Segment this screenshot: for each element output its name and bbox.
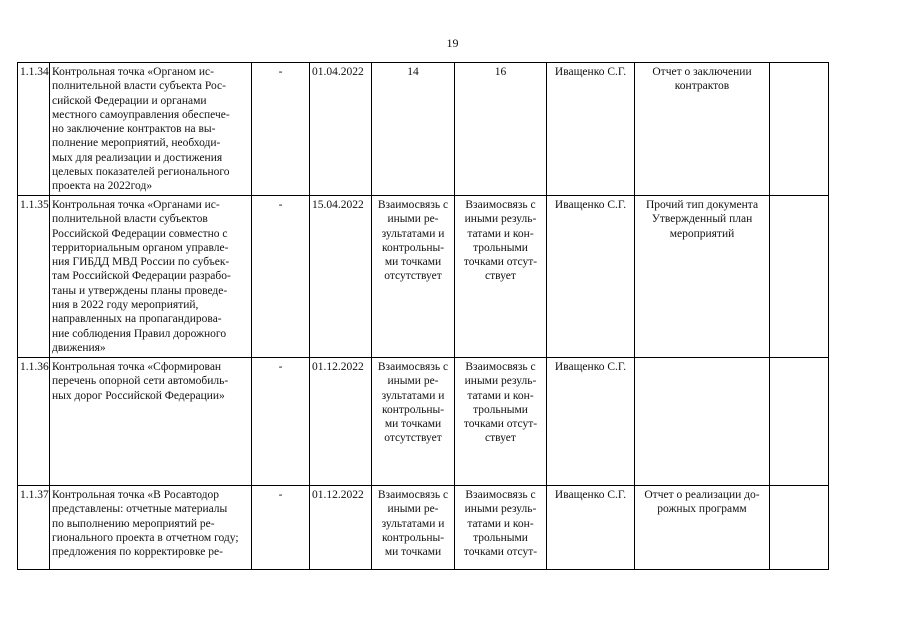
successor-cell: Взаимосвязь с иными резуль- татами и кон- трольными точками отсут- ствует (455, 358, 547, 486)
start-date-cell: - (252, 358, 310, 486)
responsible-cell: Иващенко С.Г. (547, 486, 635, 570)
end-date-cell: 01.04.2022 (310, 63, 372, 196)
control-point-name: Контрольная точка «Органами ис- полнительной власти субъектов Российской Федерации совместно с территориальным органом управле- ния ГИБДД МВД России по субъек- там Российской Федерации разрабо- таны и утверждены планы проведе- ния в 2022 году мероприятий, направленных на пропагандирова- ние соблюдения Правил дорожного движения» (50, 196, 252, 358)
extra-cell (770, 63, 829, 196)
control-point-name: Контрольная точка «Органом ис- полнительной власти субъекта Рос- сийской Федерации и органами местного самоуправления обеспече- но заключение контрактов на вы- полнение мероприятий, необходи- мых для реализации и достижения целевых показателей регионального проекта на 2022год» (50, 63, 252, 196)
predecessor-cell: Взаимосвязь с иными ре- зультатами и контрольны- ми точками отсутствует (372, 358, 455, 486)
document-cell (635, 358, 770, 486)
document-cell: Отчет о заключении контрактов (635, 63, 770, 196)
responsible-cell: Иващенко С.Г. (547, 63, 635, 196)
end-date-cell: 15.04.2022 (310, 196, 372, 358)
page-number: 19 (446, 36, 459, 50)
row-number: 1.1.36 (18, 358, 50, 486)
row-number: 1.1.34 (18, 63, 50, 196)
end-date-cell: 01.12.2022 (310, 358, 372, 486)
end-date-cell: 01.12.2022 (310, 486, 372, 570)
successor-cell: 16 (455, 63, 547, 196)
extra-cell (770, 358, 829, 486)
document-cell: Прочий тип документа Утвержденный план мероприятий (635, 196, 770, 358)
extra-cell (770, 486, 829, 570)
start-date-cell: - (252, 486, 310, 570)
row-number: 1.1.37 (18, 486, 50, 570)
control-point-name: Контрольная точка «В Росавтодор представлены: отчетные материалы по выполнению мероприятий ре- гионального проекта в отчетном году; предложения по корректировке ре- (50, 486, 252, 570)
predecessor-cell: Взаимосвязь с иными ре- зультатами и контрольны- ми точками отсутствует (372, 196, 455, 358)
table-row (18, 196, 829, 358)
responsible-cell: Иващенко С.Г. (547, 196, 635, 358)
table-row (18, 486, 829, 570)
table-row (18, 63, 829, 196)
predecessor-cell: Взаимосвязь с иными ре- зультатами и контрольны- ми точками (372, 486, 455, 570)
control-points-table (17, 62, 829, 570)
start-date-cell: - (252, 196, 310, 358)
row-number: 1.1.35 (18, 196, 50, 358)
start-date-cell: - (252, 63, 310, 196)
control-point-name: Контрольная точка «Сформирован перечень опорной сети автомобиль- ных дорог Российской Федерации» (50, 358, 252, 486)
responsible-cell: Иващенко С.Г. (547, 358, 635, 486)
table-row (18, 358, 829, 486)
successor-cell: Взаимосвязь с иными резуль- татами и кон- трольными точками отсут- (455, 486, 547, 570)
document-cell: Отчет о реализации до- рожных программ (635, 486, 770, 570)
extra-cell (770, 196, 829, 358)
successor-cell: Взаимосвязь с иными резуль- татами и кон- трольными точками отсут- ствует (455, 196, 547, 358)
predecessor-cell: 14 (372, 63, 455, 196)
